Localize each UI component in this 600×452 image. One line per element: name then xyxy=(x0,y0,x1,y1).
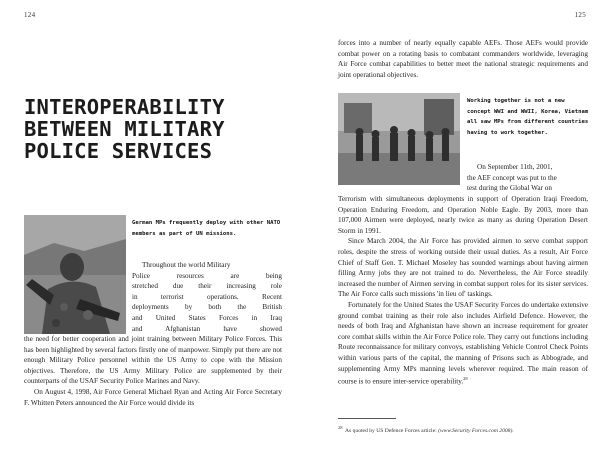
title-line-1: INTEROPERABILITY xyxy=(24,95,225,119)
footnote-divider xyxy=(338,418,396,419)
paragraph: On August 4, 1998, Air Force General Michael Ryan and Acting Air Force Secretary F. Whitten Peters announced the Air Force would divide its xyxy=(24,387,282,407)
wrap-line: the AEF concept was put to the xyxy=(467,173,557,182)
wrap-line: stretched due their increasing role xyxy=(132,282,282,291)
chapter-title xyxy=(24,96,284,162)
paragraph-text: Fortunately for the United States the USAF Security Forces do undertake extensive ground combat training as their role also includes Airfield Defence. However, the needs of both Iraq and Afghanistan have shown an increase requirement for greater core combat skills within the Air Force Police role. They carry out functions including Route reconnaissance for military convoys, establishing Vehicle Control Check Points within various parts of the capital, the manning of Prisons such as Abbograde, and supplementing Army MPs manning levels wherever required. The main reason of course is to ensure inter-service operability. xyxy=(338,300,588,386)
title-line-3: POLICE SERVICES xyxy=(24,139,213,163)
title-line-2: BETWEEN MILITARY xyxy=(24,117,225,141)
historic-photo-graphic xyxy=(338,93,460,185)
intro-paragraph xyxy=(338,38,588,80)
wrap-line: and Afghanistan have showed xyxy=(132,324,282,333)
wrap-line: in terrorist operations. Recent xyxy=(132,292,282,301)
wrapped-text-left xyxy=(132,260,282,334)
wrap-line: Throughout the world Military xyxy=(142,261,231,269)
photo-caption-left: German MPs frequently deploy with other NATO members as part of UN missions. xyxy=(132,220,281,237)
wrap-line: On September 11th, 2001, xyxy=(477,163,553,171)
footnote-reference: 28 xyxy=(463,376,468,382)
wrap-line: test during the Global War on xyxy=(467,184,552,193)
photo-mps-together xyxy=(338,93,460,185)
paragraph: Since March 2004, the Air Force has provided airmen to serve combat support roles, despite the stress of working outside their usual duties. As a result, Air Force Chief of Staff Gen. T. Michael Moseley has sounded warnings about having airmen filling Army jobs they are not trained to do. Nevertheless, the Air Force steadily increased the number of Airmen serving in combat support roles for its sister services. The Air Force calls such missions 'in lieu of' taskings. xyxy=(338,237,588,299)
paragraph xyxy=(338,300,588,387)
soldier-photo-graphic xyxy=(24,215,126,334)
wrap-line: Police resources are being xyxy=(132,271,282,280)
photo-caption-right: Working together is not a new concept WWI and WWII, Korea, Vietnam all saw MPs from different countries having to work together. xyxy=(467,98,589,136)
paragraph: Terrorism with simultaneous deployments in support of Operation Iraqi Freedom, Operation Enduring Freedom, and Operation Noble Eagle. By 2003, more than 107,000 Airmen were deployed, nearly twice as many as during Operation Desert Storm in 1991. xyxy=(338,195,588,235)
paragraph: forces into a number of nearly equally capable AEFs. Those AEFs would provide combat power on a rotating basis to combatant commanders worldwide, leveraging Air Force combat capabilities to better meet the national strategic requirements and joint operational objectives. xyxy=(338,39,588,79)
footnote-text: As quoted by US Defence Forces article: xyxy=(345,427,437,434)
wrap-line: and United States Forces in Iraq xyxy=(132,313,282,322)
paragraph: the need for better cooperation and joint training between Military Police Forces. This has been highlighted by several factors firstly one of manpower. Simply put there are not enough Military Police personnel within the US Army to cope with the Mission objectives. Therefore, the US Army Military Police are supplemented by their counterparts of the USAF Security Police Marines and Navy. xyxy=(24,335,282,386)
photo-german-mps xyxy=(24,215,126,334)
body-text-left xyxy=(24,334,282,408)
footnote-number: 28 xyxy=(338,425,343,430)
wrapped-text-right xyxy=(467,162,588,194)
page-number-left: 124 xyxy=(24,11,36,19)
body-text-right xyxy=(338,194,588,387)
wrap-line: deployments by both the British xyxy=(132,303,282,312)
footnote-citation: (www.Security Forces.com 2008). xyxy=(438,427,514,434)
page-number-right: 125 xyxy=(574,11,586,19)
footnote xyxy=(338,424,588,435)
